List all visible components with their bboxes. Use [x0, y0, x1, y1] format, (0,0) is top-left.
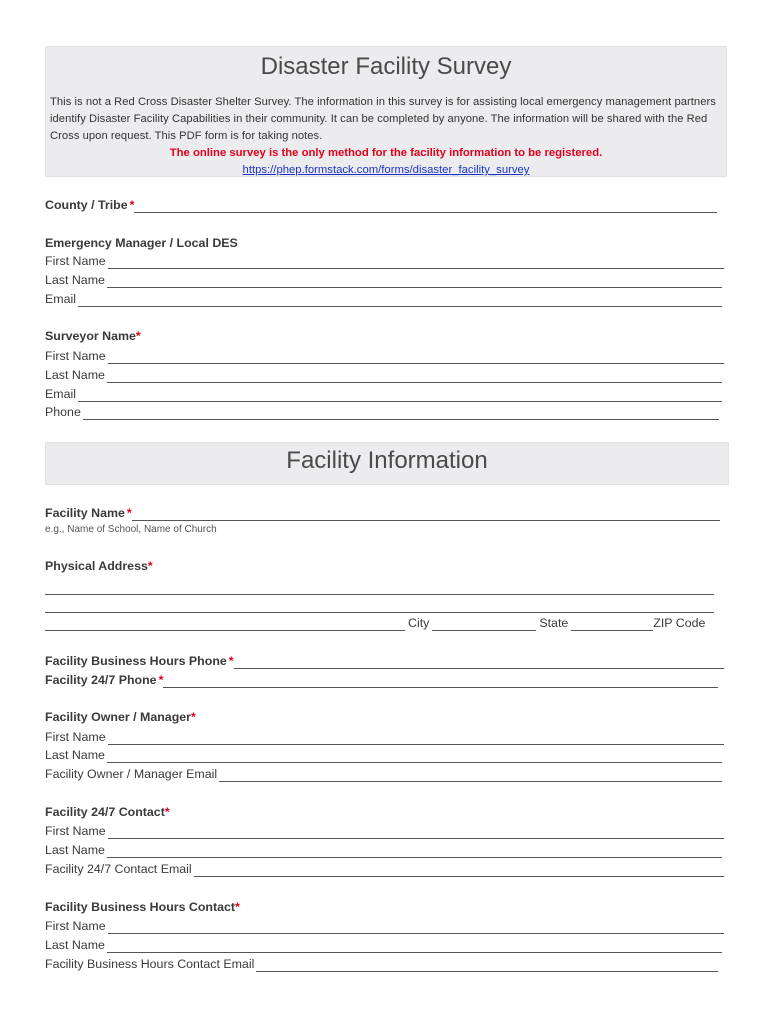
surveyor-first-name-line[interactable]	[108, 349, 724, 364]
facility-name-label: Facility Name	[45, 506, 125, 520]
owner-first-name-line[interactable]	[108, 730, 724, 745]
em-last-name-label: Last Name	[45, 273, 105, 287]
city-line[interactable]	[45, 616, 405, 631]
business-contact-email-field[interactable]	[45, 955, 718, 974]
surveyor-email-line[interactable]	[78, 387, 722, 402]
em-first-name-field[interactable]	[45, 252, 724, 271]
owner-email-field[interactable]	[45, 765, 722, 784]
intro-text: This is not a Red Cross Disaster Shelter Survey. The information in this survey is for assisting local emergency management partners identify Disaster Facility Capabilities in their community. It can be completed by anyone. The information will be shared with the Red Cross upon request. This PDF form is for taking notes.	[50, 96, 716, 142]
phone-247-label: Facility 24/7 Phone	[45, 673, 157, 687]
contact-247-email-field[interactable]	[45, 860, 724, 879]
address-line-1[interactable]	[45, 593, 714, 595]
owner-email-line[interactable]	[219, 767, 722, 782]
warning-text: The online survey is the only method for the facility information to be registered.	[169, 147, 603, 159]
required-mark: *	[164, 805, 170, 819]
survey-form	[45, 46, 727, 971]
surveyor-first-name-label: First Name	[45, 349, 106, 363]
contact-247-email-line[interactable]	[194, 862, 724, 877]
business-contact-last-name-field[interactable]	[45, 936, 722, 955]
owner-last-name-field[interactable]	[45, 746, 722, 765]
required-mark: *	[235, 900, 240, 914]
header-banner	[45, 46, 727, 177]
state-label: State	[539, 616, 569, 630]
city-label: City	[408, 616, 430, 630]
contact-247-last-name-label: Last Name	[45, 843, 105, 857]
owner-last-name-label: Last Name	[45, 748, 105, 762]
contact-247-first-name-line[interactable]	[108, 824, 724, 839]
em-last-name-line[interactable]	[107, 273, 722, 288]
business-contact-first-name-line[interactable]	[108, 919, 724, 934]
business-contact-heading-label: Facility Business Hours Contact	[45, 900, 236, 914]
surveyor-heading	[45, 327, 141, 346]
state-line-before[interactable]	[432, 616, 536, 631]
business-contact-heading	[45, 898, 240, 917]
business-contact-first-name-field[interactable]	[45, 917, 724, 936]
required-mark: *	[129, 198, 135, 212]
business-phone-label: Facility Business Hours Phone	[45, 654, 227, 668]
physical-address-label: Physical Address	[45, 559, 148, 573]
required-mark: *	[190, 710, 196, 724]
contact-247-first-name-label: First Name	[45, 824, 106, 838]
zip-label: ZIP Code	[653, 616, 706, 630]
surveyor-last-name-line[interactable]	[107, 368, 722, 383]
zip-line[interactable]	[571, 616, 653, 631]
physical-address-heading	[45, 557, 153, 576]
owner-heading-label: Facility Owner / Manager	[45, 710, 191, 724]
required-mark: *	[147, 559, 153, 573]
owner-email-label: Facility Owner / Manager Email	[45, 767, 218, 781]
surveyor-first-name-field[interactable]	[45, 347, 724, 366]
contact-247-email-label: Facility 24/7 Contact Email	[45, 862, 192, 876]
page-title: Disaster Facility Survey	[260, 53, 512, 80]
em-email-label: Email	[45, 292, 76, 306]
facility-name-hint: e.g., Name of School, Name of Church	[45, 524, 217, 535]
em-last-name-field[interactable]	[45, 271, 722, 290]
surveyor-heading-label: Surveyor Name	[45, 329, 136, 343]
owner-last-name-line[interactable]	[107, 748, 722, 763]
business-contact-first-name-label: First Name	[45, 919, 106, 933]
business-contact-last-name-label: Last Name	[45, 938, 105, 952]
business-contact-email-label: Facility Business Hours Contact Email	[45, 957, 255, 971]
facility-info-banner: Facility Information	[45, 442, 729, 485]
em-email-line[interactable]	[78, 292, 722, 307]
surveyor-phone-field[interactable]	[45, 403, 719, 422]
facility-name-line[interactable]	[132, 506, 720, 521]
county-input-line[interactable]	[134, 198, 717, 213]
contact-247-heading	[45, 803, 170, 822]
business-phone-field[interactable]	[45, 652, 724, 671]
contact-247-first-name-field[interactable]	[45, 822, 724, 841]
owner-heading	[45, 708, 196, 727]
surveyor-email-field[interactable]	[45, 385, 722, 404]
contact-247-last-name-line[interactable]	[107, 843, 722, 858]
surveyor-last-name-label: Last Name	[45, 368, 105, 382]
surveyor-phone-line[interactable]	[83, 405, 719, 420]
contact-247-heading-label: Facility 24/7 Contact	[45, 805, 165, 819]
em-first-name-label: First Name	[45, 254, 106, 268]
emergency-manager-heading: Emergency Manager / Local DES	[45, 236, 238, 250]
owner-first-name-field[interactable]	[45, 728, 724, 747]
contact-247-last-name-field[interactable]	[45, 841, 722, 860]
facility-name-field[interactable]	[45, 504, 720, 523]
required-mark: *	[135, 329, 141, 343]
business-contact-email-line[interactable]	[256, 957, 718, 972]
required-mark: *	[126, 506, 132, 520]
surveyor-phone-label: Phone	[45, 405, 81, 419]
survey-link[interactable]: https://phep.formstack.com/forms/disaster_facility_survey	[242, 164, 530, 176]
phone-247-line[interactable]	[163, 673, 718, 688]
em-email-field[interactable]	[45, 290, 722, 309]
surveyor-email-label: Email	[45, 387, 76, 401]
county-label: County / Tribe	[45, 198, 128, 212]
address-line-2[interactable]	[45, 611, 714, 613]
em-first-name-line[interactable]	[108, 254, 724, 269]
surveyor-last-name-field[interactable]	[45, 366, 722, 385]
city-state-zip-row	[45, 614, 719, 633]
required-mark: *	[158, 673, 164, 687]
business-contact-last-name-line[interactable]	[107, 938, 722, 953]
phone-247-field[interactable]	[45, 671, 718, 690]
business-phone-line[interactable]	[234, 654, 724, 669]
county-field[interactable]	[45, 196, 717, 215]
required-mark: *	[228, 654, 234, 668]
owner-first-name-label: First Name	[45, 730, 106, 744]
